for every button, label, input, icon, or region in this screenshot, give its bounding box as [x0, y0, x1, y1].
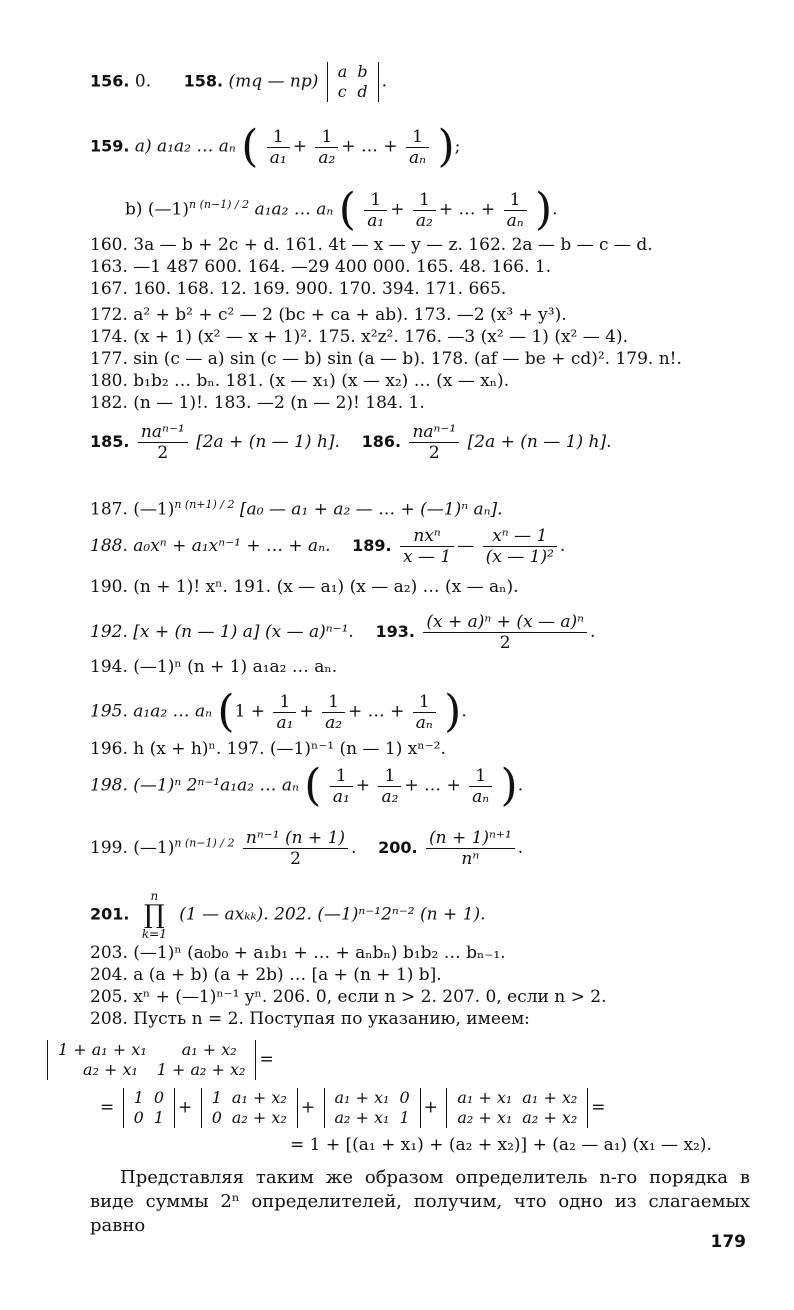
page-number: 179: [710, 1232, 746, 1252]
answer-192-193: 192. [x + (n — 1) a] (x — a)ⁿ⁻¹. 193. $\frac{\text{(x + a)ⁿ + (x — a)ⁿ}}{2}$ .: [90, 612, 596, 653]
answer-159a: 159. a) a₁a₂ … aₙ ( $\frac{1}{\text{a₁}}$ + $\frac{1}{\text{a₂}}$ + … + $\frac{1}{\text{aₙ}}$ );: [90, 121, 461, 172]
det-208-lhs: 1 + a₁ + x₁ a₁ + x₂ a₂ + x₁ 1 + a₂ + x₂ =: [44, 1040, 274, 1080]
body-paragraph: Представляя таким же образом определитель n-го порядка в виде суммы 2ⁿ определителей, получим, что одно из слагаемых равно: [90, 1167, 750, 1236]
answer-201-202: 201. n ∏ k=1 (1 — axₖₖ). 202. (—1)ⁿ⁻¹2ⁿ⁻² (n + 1).: [90, 889, 486, 941]
answer-205-207: 205. xⁿ + (—1)ⁿ⁻¹ yⁿ. 206. 0, если n > 2. 207. 0, если n > 2.: [90, 987, 607, 1007]
answer-172-173: 172. a² + b² + c² — 2 (bc + ca + ab). 173. —2 (x³ + y³).: [90, 305, 567, 325]
answer-208: 208. Пусть n = 2. Поступая по указанию, имеем:: [90, 1009, 530, 1029]
answer-163-166: 163. —1 487 600. 164. —29 400 000. 165. 48. 166. 1.: [90, 257, 552, 277]
answer-174-176: 174. (x + 1) (x² — x + 1)². 175. x²z². 176. —3 (x² — 1) (x² — 4).: [90, 327, 629, 347]
det-208-result: = 1 + [(a₁ + x₁) + (a₂ + x₂)] + (a₂ — a₁) (x₁ — x₂).: [290, 1135, 712, 1155]
answer-204: 204. a (a + b) (a + 2b) … [a + (n + 1) b].: [90, 965, 442, 985]
answer-190-191: 190. (n + 1)! xⁿ. 191. (x — a₁) (x — a₂) … (x — aₙ).: [90, 577, 519, 597]
det-208-expansion: = 1 0 0 1 + 1 a₁ + x₂ 0 a₂ + x₂ + a₁ + x₁ 0 a₂ + x₁ 1 + a₁ + x₁ a₁ + x₂ a₂ + x₁ a₂ + x₂ =: [100, 1088, 606, 1127]
answer-182-184: 182. (n — 1)!. 183. —2 (n — 2)! 184. 1.: [90, 393, 425, 413]
answer-196-197: 196. h (x + h)ⁿ. 197. (—1)ⁿ⁻¹ (n — 1) xⁿ⁻².: [90, 739, 446, 759]
answer-160-162: 160. 3a — b + 2c + d. 161. 4t — x — y — z. 162. 2a — b — c — d.: [90, 235, 653, 255]
determinant-158: a b c d: [327, 62, 379, 102]
answer-198: 198. (—1)ⁿ 2ⁿ⁻¹a₁a₂ … aₙ ( $\frac{1}{\text{a₁}}$ + $\frac{1}{\text{a₂}}$ + … + $\frac{1}{\text{aₙ}}$ ).: [90, 760, 524, 811]
answer-188-189: 188. a₀xⁿ + a₁xⁿ⁻¹ + … + aₙ. 189. $\frac{\text{nxⁿ}}{x — 1}$ — $\frac{\text{xⁿ — 1}}{\text{(x — 1)²}}$ .: [90, 526, 566, 567]
answer-194: 194. (—1)ⁿ (n + 1) a₁a₂ … aₙ.: [90, 657, 338, 677]
answer-167-171: 167. 160. 168. 12. 169. 900. 170. 394. 171. 665.: [90, 279, 507, 299]
answer-195: 195. a₁a₂ … aₙ (1 + $\frac{1}{\text{a₁}}$ + $\frac{1}{\text{a₂}}$ + … + $\frac{1}{\text{aₙ}}$ ).: [90, 686, 467, 737]
answer-159b: b) (—1)$^{n (n-1) / 2}$ a₁a₂ … aₙ ( $\frac{1}{\text{a₁}}$ + $\frac{1}{\text{a₂}}$ + … + $\frac{1}{\text{aₙ}}$ ).: [125, 184, 558, 235]
answer-180-181: 180. b₁b₂ … bₙ. 181. (x — x₁) (x — x₂) … (x — xₙ).: [90, 371, 510, 391]
answer-185-186: 185. $\frac{\text{naⁿ⁻¹}}{2}$ [2a + (n — 1) h]. 186. $\frac{\text{naⁿ⁻¹}}{2}$ [2a + (n — 1) h].: [90, 422, 612, 463]
answer-156-158: 156. 0. 158. (mq — np) a b c d .: [90, 62, 387, 101]
answer-177-179: 177. sin (c — a) sin (c — b) sin (a — b). 178. (af — be + cd)². 179. n!.: [90, 349, 682, 369]
answer-187: 187. (—1)$^{n (n+1) / 2}$ [a₀ — a₁ + a₂ — … + (—1)ⁿ aₙ].: [90, 498, 503, 520]
answer-203: 203. (—1)ⁿ (a₀b₀ + a₁b₁ + … + aₙbₙ) b₁b₂ … bₙ₋₁.: [90, 943, 506, 963]
answer-199-200: 199. (—1)$^{n (n-1) / 2}$ $\frac{\text{nⁿ⁻¹ (n + 1)}}{2}$ . 200. $\frac{\text{(n + 1)ⁿ⁺¹}}{\text{nⁿ}}$ .: [90, 828, 524, 869]
